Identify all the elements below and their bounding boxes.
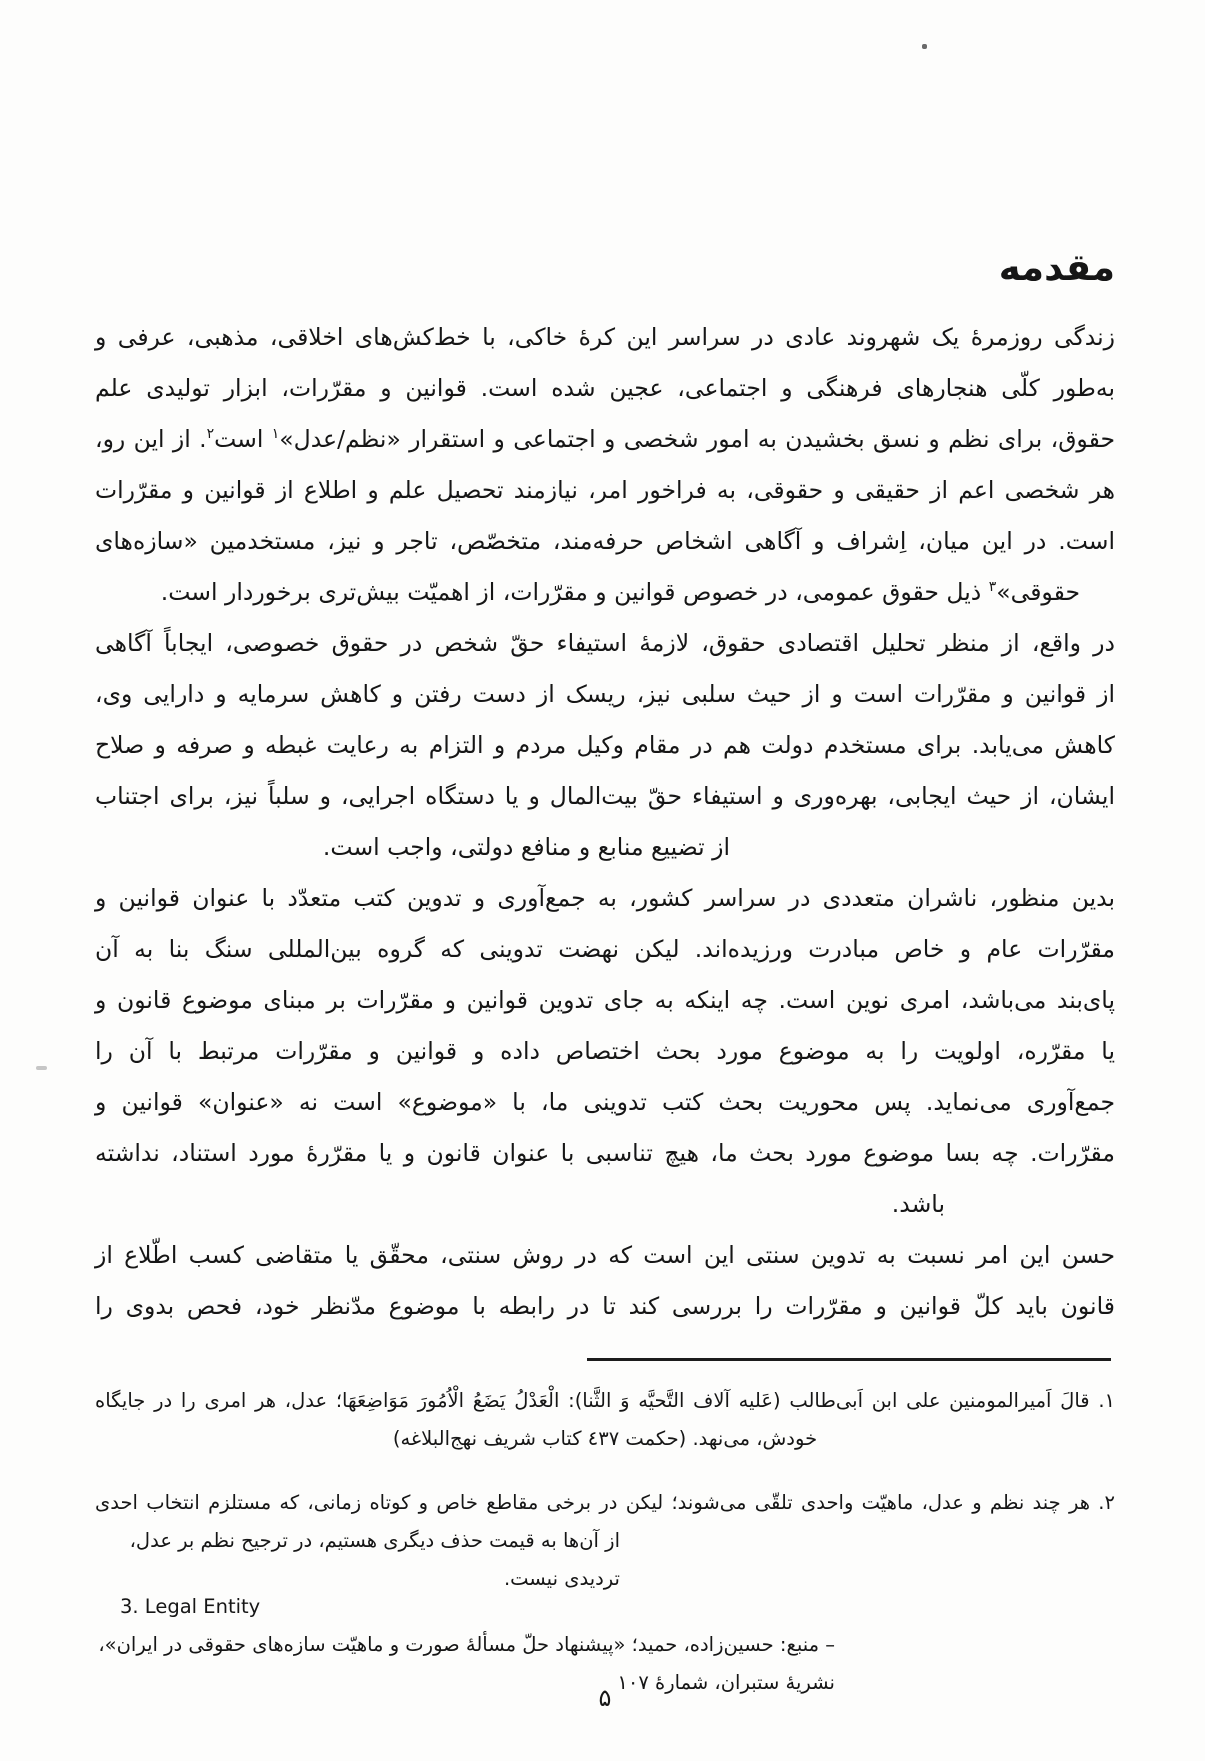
body-line: پای‌بند می‌باشد، امری نوین است. چه اینکه به جای تدوین قوانین و مقرّرات بر مبنای موضوع قانون و: [95, 986, 1115, 1014]
body-line: باشد.: [891, 1190, 945, 1218]
body-line: از تضییع منابع و منافع دولتی، واجب است.: [322, 833, 730, 861]
body-line: هر شخصی اعم از حقیقی و حقوقی، به فراخور امر، نیازمند تحصیل علم و اطلاع از قوانین و مقرّرات: [95, 476, 1115, 504]
body-line: کاهش می‌یابد. برای مستخدم دولت هم در مقام وکیل مردم و التزام به رعایت غبطه و صرفه و صلاح: [95, 731, 1115, 759]
footnote-separator: [587, 1358, 1111, 1361]
footnotes: [95, 1378, 1115, 1694]
body-line: جمع‌آوری می‌نماید. پس محوریت بحث کتب تدوینی ما، با «موضوع» است نه «عنوان» قوانین و: [95, 1088, 1115, 1116]
body-line: حسن این امر نسبت به تدوین سنتی این است که در روش سنتی، محقّق یا متقاضی کسب اطّلاع از: [95, 1241, 1115, 1269]
body-line: به‌طور کلّی هنجارهای فرهنگی و اجتماعی، عجین شده است. قوانین و مقرّرات، ابزار تولیدی علم: [95, 374, 1115, 402]
body-line: قانون باید کلّ قوانین و مقرّرات را بررسی کند تا در رابطه با موضوع مدّنظر خود، فحص بدوی را: [95, 1292, 1115, 1320]
footnote-ref: ۳: [988, 579, 997, 596]
footnote-line: ۱. قالَ اَمیرالمومنین علی ابن اَبی‌طالب (عَلیه آلاف التَّحیَّه وَ الثَّنا): الْعَدْلُ یَضَعُ الْاُمُورَ مَوَاضِعَهَا؛ عدل، هر امری را در جایگاه: [95, 1389, 1115, 1412]
scan-artifact-dot: [922, 44, 927, 49]
chapter-heading: مقدمه: [998, 246, 1115, 289]
body-line: است. در این میان، اِشراف و آگاهی اشخاص حرفه‌مند، متخصّص، تاجر و نیز، مستخدمین «سازه‌های: [95, 527, 1115, 555]
body-line: حقوق، برای نظم و نسق بخشیدن به امور شخصی و اجتماعی و استقرار «نظم/عدل»$^۱$ است$^۲$. از این رو،: [95, 425, 1115, 453]
body-line: حقوقی»$^۳$ ذیل حقوق عمومی، در خصوص قوانین و مقرّرات، از اهمیّت بیش‌تری برخوردار است.: [160, 578, 1080, 606]
footnote-line: از آن‌ها به قیمت حذف دیگری هستیم، در ترجیح نظم بر عدل، تردیدی نیست.: [129, 1529, 620, 1590]
body-line: در واقع، از منظر تحلیل اقتصادی حقوق، لازمهٔ استیفاء حقّ شخص در حقوق خصوصی، ایجاباً آگاهی: [95, 629, 1115, 657]
footnote-ref: ۱: [271, 426, 280, 443]
body-line: از قوانین و مقرّرات است و از حیث سلبی نیز، ریسک از دست رفتن و کاهش سرمایه و دارایی وی،: [95, 680, 1115, 708]
body-line: یا مقرّره، اولویت را به موضوع مورد بحث اختصاص داده و قوانین و مقرّرات مرتبط با آن را: [95, 1037, 1115, 1065]
body-line: زندگی روزمرهٔ یک شهروند عادی در سراسر این کرهٔ خاکی، با خط‌کش‌های اخلاقی، مذهبی، عرفی و: [95, 323, 1115, 351]
footnote-line: خودش، می‌نهد. (حکمت ٤٣٧ کتاب شریف نهج‌البلاغه): [392, 1427, 818, 1450]
body-line: مقرّرات عام و خاص مبادرت ورزیده‌اند. لیکن نهضت تدوینی که گروه بین‌المللی سنگ بنا به آن: [95, 935, 1115, 963]
footnote-line: – منبع: حسین‌زاده، حمید؛ «پیشنهاد حلّ مسألهٔ صورت و ماهیّت سازه‌های حقوقی در ایران»، نشریهٔ ستبران، شمارهٔ ۱۰۷: [98, 1633, 835, 1694]
body-line: مقرّرات. چه بسا موضوع مورد بحث ما، هیچ تناسبی با عنوان قانون و یا مقرّرهٔ مورد استناد، نداشته: [95, 1139, 1115, 1167]
body-text: [95, 312, 1115, 1332]
body-line: بدین منظور، ناشران متعددی در سراسر کشور، به جمع‌آوری و تدوین کتب متعدّد با عنوان قوانین و: [95, 884, 1115, 912]
body-line: ایشان، از حیث ایجابی، بهره‌وری و استیفاء حقّ بیت‌المال و یا دستگاه اجرایی، و سلباً نیز، برای اجتناب: [95, 782, 1115, 810]
page-number: ۵: [598, 1684, 612, 1712]
footnote-line: 3. Legal Entity: [120, 1595, 261, 1618]
footnote-line: ۲. هر چند نظم و عدل، ماهیّت واحدی تلقّی می‌شوند؛ لیکن در برخی مقاطع خاص و کوتاه زمانی، که مستلزم انتخاب احدی: [95, 1491, 1115, 1514]
footnote-ref: ۲: [206, 426, 215, 443]
scan-artifact-mark: [36, 1066, 47, 1070]
